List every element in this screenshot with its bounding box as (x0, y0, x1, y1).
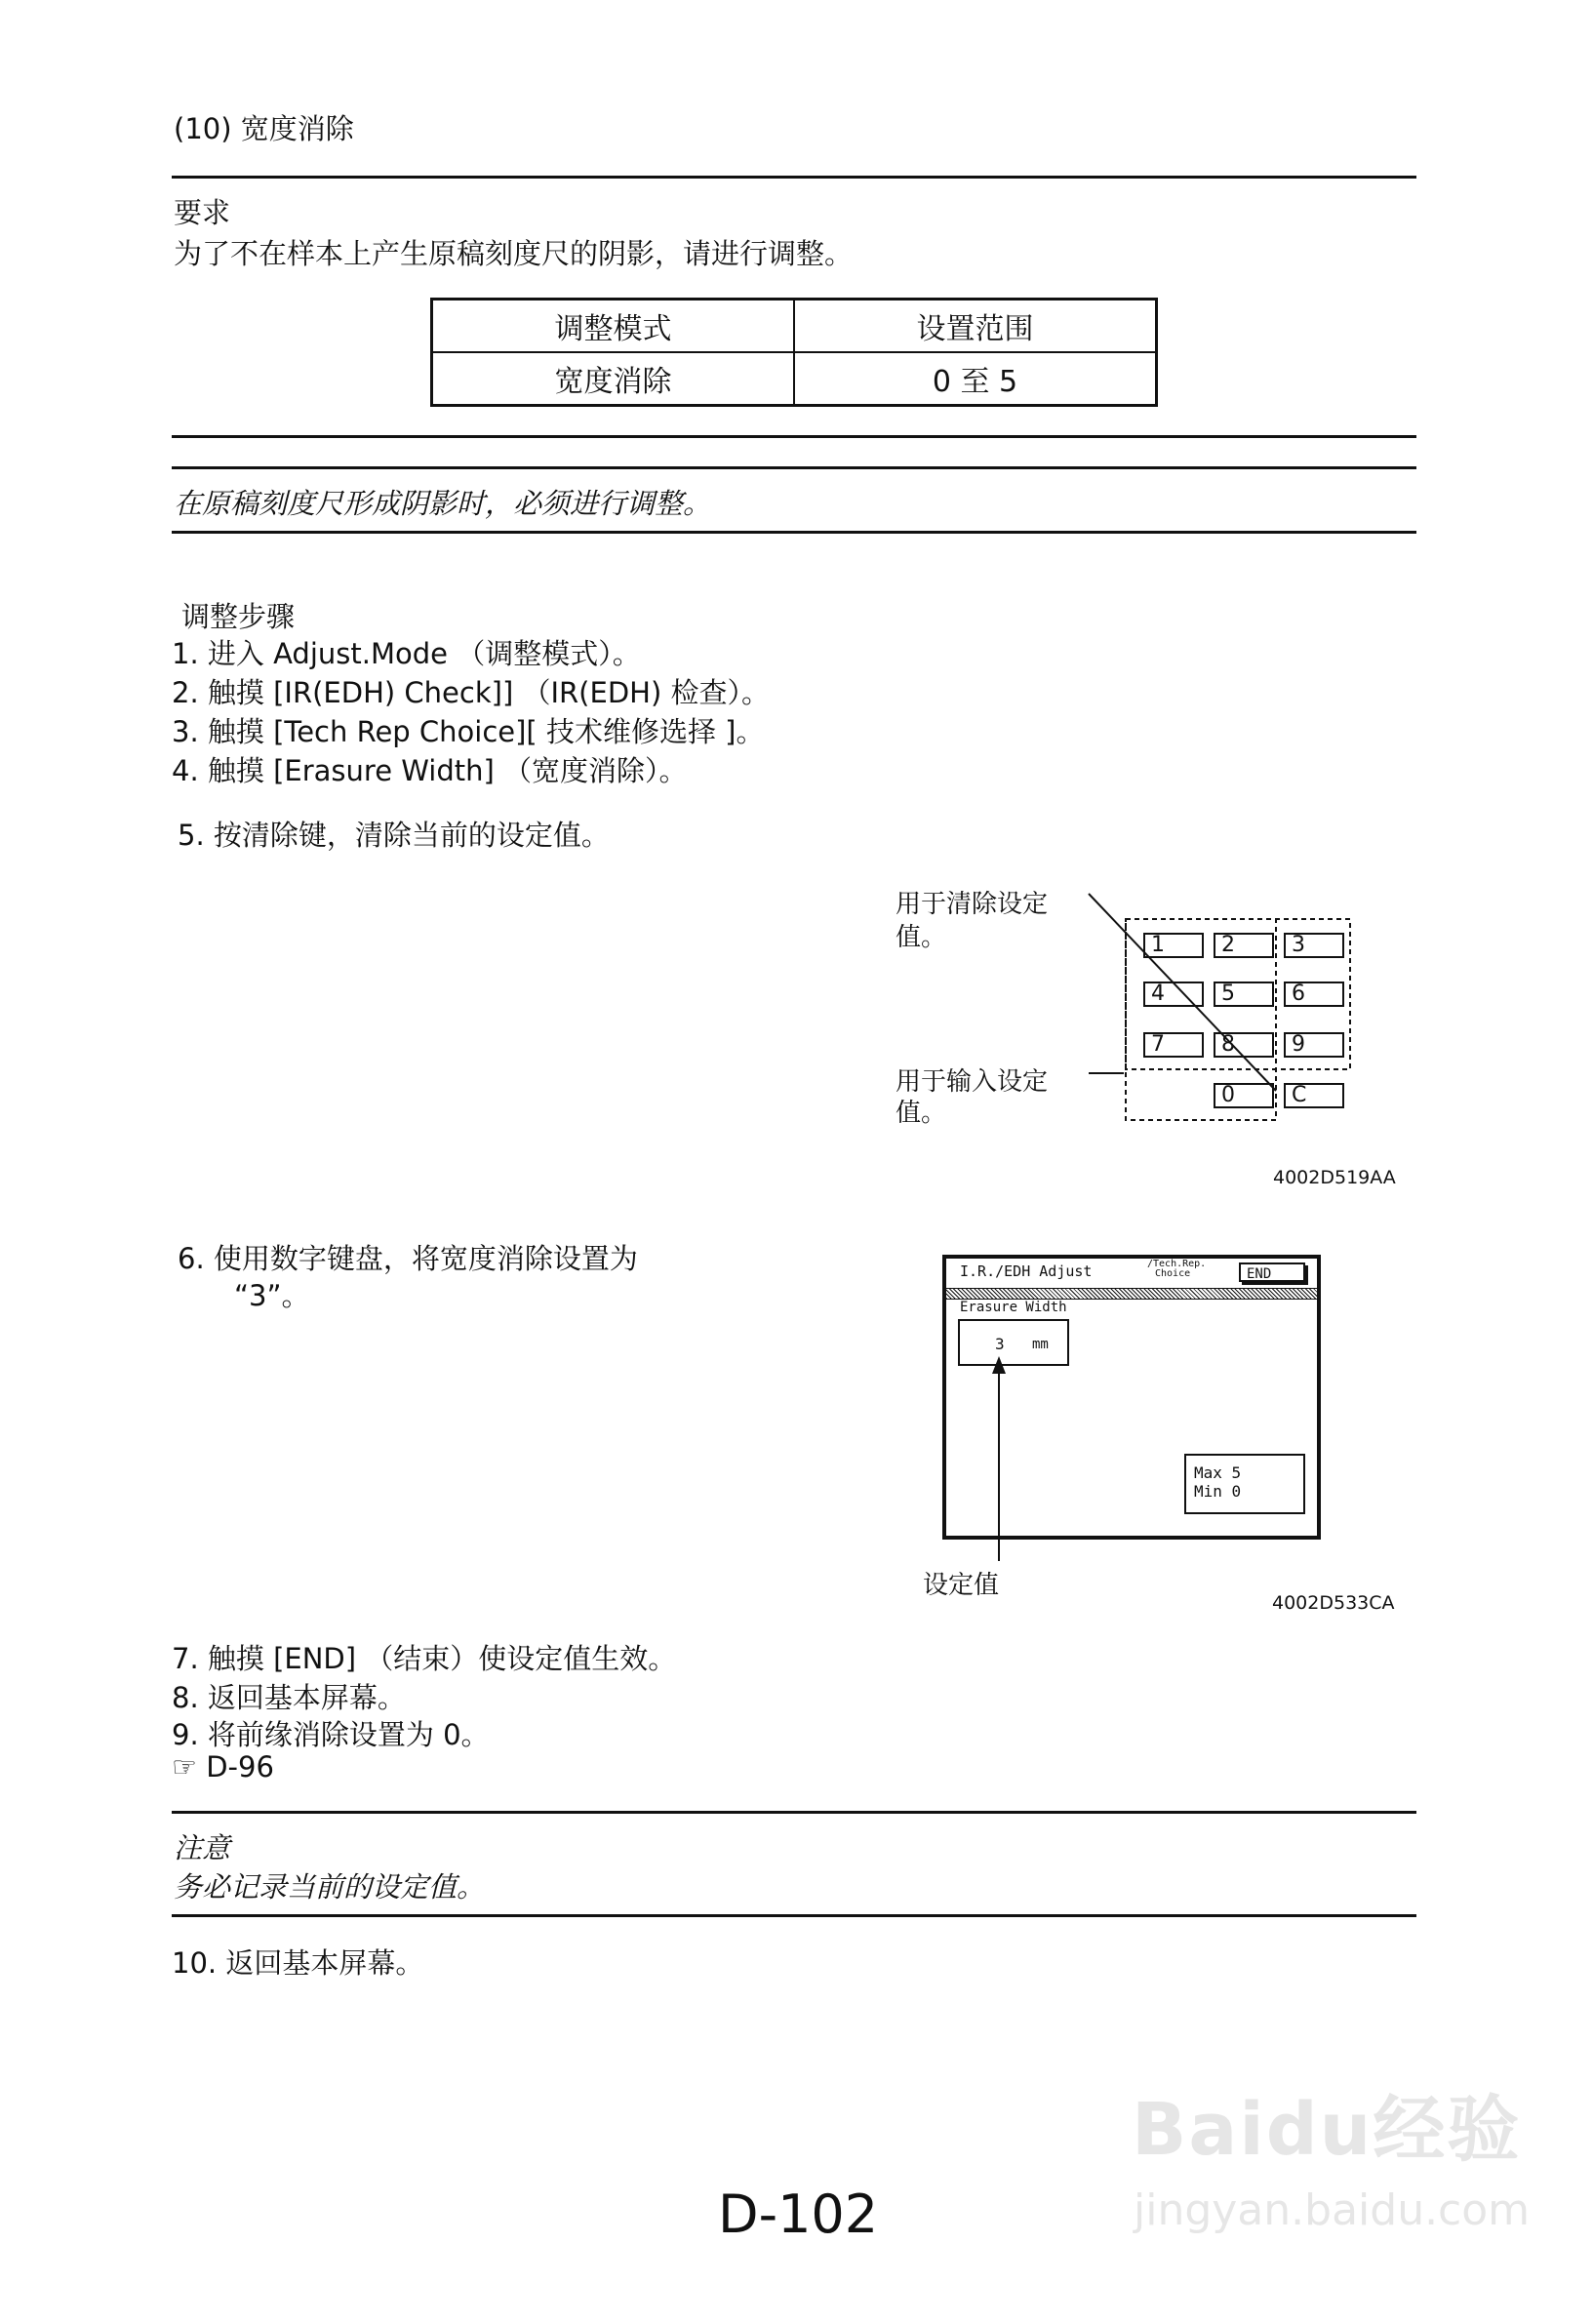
screen-caption: 设定值 (923, 1571, 1000, 1600)
step-item: 2. 触摸 [IR(EDH) Check]] （IR(EDH) 检查）。 (172, 676, 770, 709)
table-cell: 0 至 5 (794, 352, 1157, 406)
figure-id: 4002D519AA (1273, 1167, 1396, 1188)
unit-text: mm (1032, 1337, 1049, 1352)
min-text: Min 0 (1194, 1482, 1242, 1501)
range-box (1184, 1454, 1305, 1514)
watermark-brand: Baidu经验 (1132, 2088, 1522, 2172)
step-item: 9. 将前缘消除设置为 0。 (172, 1718, 490, 1751)
note-text: 在原稿刻度尺形成阴影时，必须进行调整。 (174, 487, 712, 520)
value-text: 3 (995, 1335, 1005, 1353)
caution-text: 务必记录当前的设定值。 (174, 1870, 486, 1903)
table-cell: 宽度消除 (432, 352, 795, 406)
label-clear: 用于清除设定 (896, 890, 1049, 919)
page-number: D-102 (718, 2184, 879, 2245)
key-0: 0 (1214, 1083, 1274, 1108)
table-header: 调整模式 (432, 300, 795, 353)
divider (172, 1914, 1416, 1917)
key-clear: C (1284, 1083, 1344, 1108)
field-label: Erasure Width (960, 1300, 1067, 1315)
step-item: 4. 触摸 [Erasure Width] （宽度消除）。 (172, 754, 688, 787)
table-header: 设置范围 (794, 300, 1157, 353)
caution-title: 注意 (174, 1831, 231, 1864)
screen-tab-label-cont: Choice (1155, 1268, 1191, 1279)
step-item: 8. 返回基本屏幕。 (172, 1681, 406, 1714)
end-button: END (1239, 1262, 1305, 1282)
max-text: Max 5 (1194, 1463, 1242, 1482)
key-1: 1 (1143, 933, 1204, 958)
hatched-band (946, 1288, 1317, 1300)
cross-reference: ☞ D-96 (172, 1750, 274, 1783)
key-6: 6 (1284, 982, 1344, 1007)
step-item-cont: “3”。 (234, 1279, 310, 1312)
requirement-text: 为了不在样本上产生原稿刻度尺的阴影，请进行调整。 (174, 237, 854, 270)
label-input-cont: 值。 (896, 1099, 947, 1128)
key-3: 3 (1284, 933, 1344, 958)
screen-tab-label: /Tech.Rep. (1147, 1259, 1207, 1269)
label-clear-cont: 值。 (896, 923, 947, 952)
key-9: 9 (1284, 1032, 1344, 1058)
key-2: 2 (1214, 933, 1274, 958)
step-item: 1. 进入 Adjust.Mode （调整模式）。 (172, 637, 641, 670)
step-item: 10. 返回基本屏幕。 (172, 1946, 424, 1980)
key-7: 7 (1143, 1032, 1204, 1058)
screen-title: I.R./EDH Adjust (960, 1262, 1093, 1280)
procedure-title: 调整步骤 (181, 600, 296, 633)
step-item: 7. 触摸 [END] （结束）使设定值生效。 (172, 1642, 677, 1675)
step-item: 3. 触摸 [Tech Rep Choice][ 技术维修选择 ]。 (172, 715, 765, 748)
key-5: 5 (1214, 982, 1274, 1007)
step-item: 6. 使用数字键盘，将宽度消除设置为 (178, 1242, 638, 1275)
watermark-url: jingyan.baidu.com (1134, 2185, 1531, 2235)
requirement-title: 要求 (174, 196, 231, 229)
step-item: 5. 按清除键，清除当前的设定值。 (178, 819, 610, 852)
figure-id: 4002D533CA (1272, 1592, 1395, 1614)
key-4: 4 (1143, 982, 1204, 1007)
label-input: 用于输入设定 (896, 1067, 1049, 1097)
key-8: 8 (1214, 1032, 1274, 1058)
value-arrow (976, 1356, 1034, 1571)
section-heading: (10) 宽度消除 (174, 112, 354, 145)
divider (172, 1811, 1416, 1814)
